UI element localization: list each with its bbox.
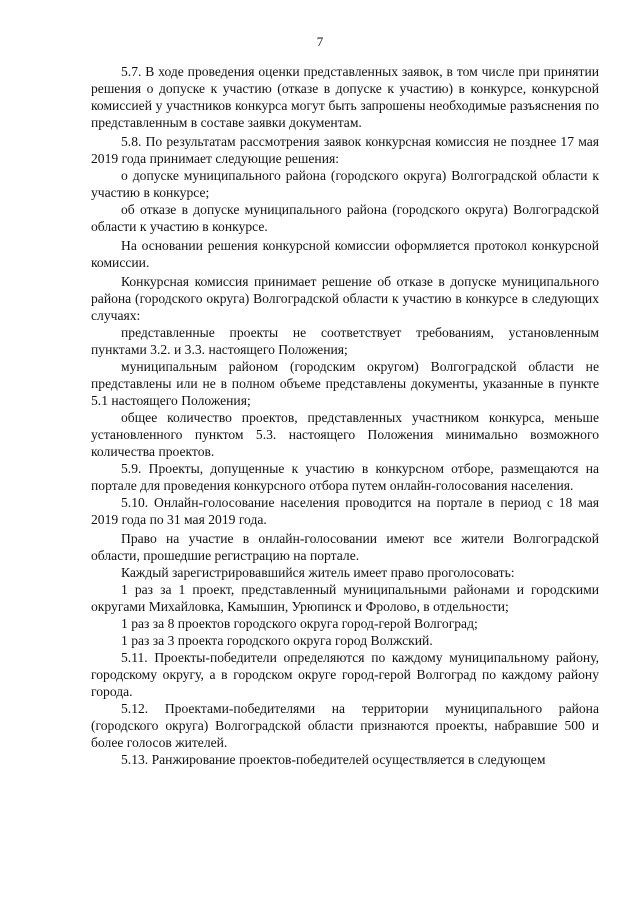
paragraph-vote-rule-volzhsky: 1 раз за 3 проекта городского округа город Волжский. <box>121 633 433 648</box>
paragraph-protocol: На основании решения конкурсной комиссии оформляется протокол конкурсной комиссии. <box>91 238 599 270</box>
paragraph-decision-admit: о допуске муниципального района (городского округа) Волгоградской области к участию в конкурсе; <box>91 168 599 200</box>
paragraph-refusal-cases: Конкурсная комиссия принимает решение об отказе в допуске муниципального района (городского округа) Волгоградской области к участию в конкурсе в следующих случаях: <box>91 274 599 323</box>
paragraph-vote-rule-volgograd: 1 раз за 8 проектов городского округа город-герой Волгоград; <box>121 616 478 631</box>
paragraph-voting-right: Право на участие в онлайн-голосовании имеют все жители Волгоградской области, прошедшие регистрацию на портале. <box>91 531 599 563</box>
paragraph-5-7: 5.7. В ходе проведения оценки представленных заявок, в том числе при принятии решения о допуске к участию (отказе в допуске к участию) в конкурсе, конкурсной комиссией у участников конкурса могут быть запрошены необходимые разъяснения по представленным в составе заявки документам. <box>91 64 599 130</box>
paragraph-5-10: 5.10. Онлайн-голосование населения проводится на портале в период с 18 мая 2019 года по 31 мая 2019 года. <box>91 495 599 527</box>
paragraph-each-resident: Каждый зарегистрировавшийся житель имеет право проголосовать: <box>121 565 515 580</box>
paragraph-5-11: 5.11. Проекты-победители определяются по каждому муниципальному району, городскому округу, а в городском округе город-герой Волгоград по каждому району города. <box>91 650 599 699</box>
paragraph-decision-refuse: об отказе в допуске муниципального района (городского округа) Волгоградской области к участию в конкурсе. <box>91 202 599 234</box>
paragraph-5-9: 5.9. Проекты, допущенные к участию в конкурсном отборе, размещаются на портале для проведения конкурсного отбора путем онлайн-голосования населения. <box>91 461 599 493</box>
paragraph-5-8: 5.8. По результатам рассмотрения заявок конкурсная комиссия не позднее 17 мая 2019 года принимает следующие решения: <box>91 134 599 166</box>
paragraph-5-13: 5.13. Ранжирование проектов-победителей осуществляется в следующем <box>121 752 546 767</box>
paragraph-5-12: 5.12. Проектами-победителями на территории муниципального района (городского округа) Волгоградской области признаются проекты, набравшие 500 и более голосов жителей. <box>91 701 599 750</box>
document-body <box>91 63 599 768</box>
page-number: 7 <box>316 34 324 49</box>
paragraph-case-quantity: общее количество проектов, представленных участником конкурса, меньше установленного пунктом 5.3. настоящего Положения минимально возможного количества проектов. <box>91 410 599 459</box>
paragraph-case-requirements: представленные проекты не соответствует требованиям, установленным пунктами 3.2. и 3.3. настоящего Положения; <box>91 325 599 357</box>
paragraph-case-documents: муниципальным районом (городским округом) Волгоградской области не представлены или не в полном объеме представлены документы, указанные в пункте 5.1 настоящего Положения; <box>91 359 599 408</box>
paragraph-vote-rule-1: 1 раз за 1 проект, представленный муниципальными районами и городскими округами Михайловка, Камышин, Урюпинск и Фролово, в отдельности; <box>91 582 599 614</box>
